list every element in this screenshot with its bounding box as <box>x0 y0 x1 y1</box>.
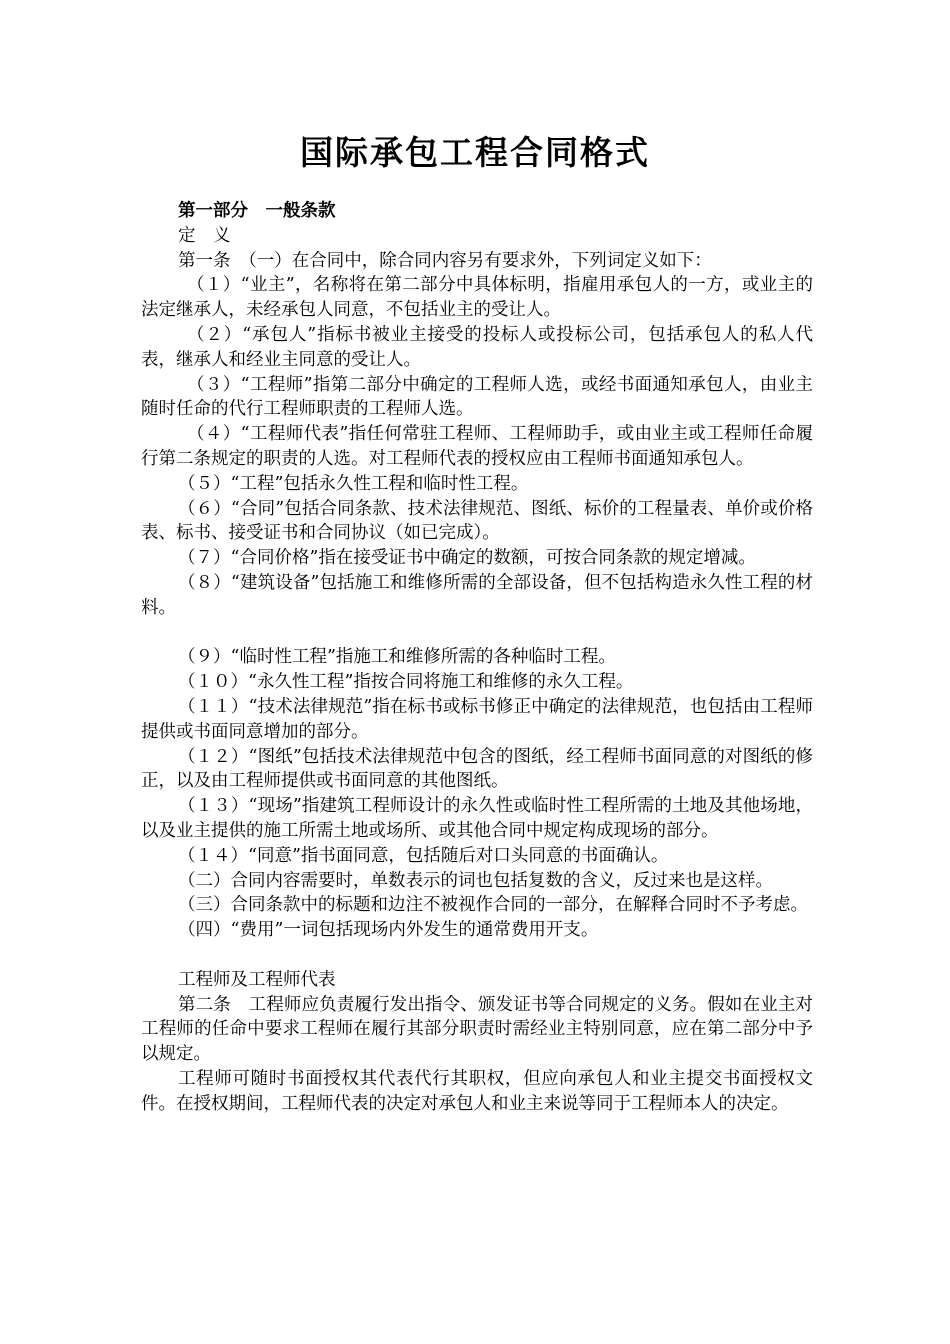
article-2-paragraph: 工程师可随时书面授权其代表代行其职权，但应向承包人和业主提交书面授权文件。在授权期间，工程师代表的决定对承包人和业主来说等同于工程师本人的决定。 <box>141 1068 813 1114</box>
definition-item: （１１）“技术法律规范”指在标书或标书修正中确定的法律规范，也包括由工程师提供或书面同意增加的部分。 <box>141 696 813 742</box>
definition-item: （４）“工程师代表”指任何常驻工程师、工程师助手，或由业主或工程师任命履行第二条规定的职责的人选。对工程师代表的授权应由工程师书面通知承包人。 <box>141 424 813 469</box>
definition-item: （１２）“图纸”包括技术法律规范中包含的图纸，经工程师书面同意的对图纸的修正，以及由工程师提供或书面同意的其他图纸。 <box>141 746 813 792</box>
definition-item: （８）“建筑设备”包括施工和维修所需的全部设备，但不包括构造永久性工程的材料。 <box>141 572 813 618</box>
paragraph-gap <box>141 621 813 646</box>
definition-item: （２）“承包人”指标书被业主接受的投标人或投标公司，包括承包人的私人代表，继承人和经业主同意的受让人。 <box>141 324 813 370</box>
section-heading-definitions: 定 义 <box>178 225 231 246</box>
definition-item: （１０）“永久性工程”指按合同将施工和维修的永久工程。 <box>178 672 634 693</box>
paragraph-gap <box>141 943 813 968</box>
clause-item: （三）合同条款中的标题和边注不被视作合同的一部分，在解释合同时不予考虑。 <box>178 895 808 916</box>
definition-item: （１）“业主”，名称将在第二部分中具体标明，指雇用承包人的一方，或业主的法定继承人，未经承包人同意，不包括业主的受让人。 <box>141 275 813 321</box>
definition-item: （１４）“同意”指书面同意，包括随后对口头同意的书面确认。 <box>178 845 669 866</box>
definition-item: （１３）“现场”指建筑工程师设计的永久性或临时性工程所需的土地及其他场地，以及业主提供的施工所需土地或场所、或其他合同中规定构成现场的部分。 <box>141 796 813 841</box>
part-heading: 第一部分 一般条款 <box>178 201 336 221</box>
section-heading-engineer: 工程师及工程师代表 <box>178 969 336 990</box>
definition-item: （９）“临时性工程”指施工和维修所需的各种临时工程。 <box>178 647 616 668</box>
definition-item: （７）“合同价格”指在接受证书中确定的数额，可按合同条款的规定增减。 <box>178 548 756 569</box>
article-2-paragraph: 第二条 工程师应负责履行发出指令、颁发证书等合同规定的义务。假如在业主对工程师的任命中要求工程师在履行其部分职责时需经业主特别同意，应在第二部分中予以规定。 <box>141 994 813 1065</box>
definition-item: （３）“工程师”指第二部分中确定的工程师人选，或经书面通知承包人，由业主随时任命的代行工程师职责的工程师人选。 <box>141 374 813 420</box>
document-body <box>141 199 813 1116</box>
clause-item: （二）合同内容需要时，单数表示的词也包括复数的含义，反过来也是这样。 <box>178 870 773 891</box>
article-1-intro: 第一条 （一）在合同中，除合同内容另有要求外，下列词定义如下： <box>178 250 712 271</box>
clause-item: （四）“费用”一词包括现场内外发生的通常费用开支。 <box>178 920 599 941</box>
definition-item: （６）“合同”包括合同条款、技术法律规范、图纸、标价的工程量表、单价或价格表、标书、接受证书和合同协议（如已完成）。 <box>141 498 813 544</box>
document-title: 国际承包工程合同格式 <box>300 133 650 172</box>
definition-item: （５）“工程”包括永久性工程和临时性工程。 <box>178 473 529 494</box>
